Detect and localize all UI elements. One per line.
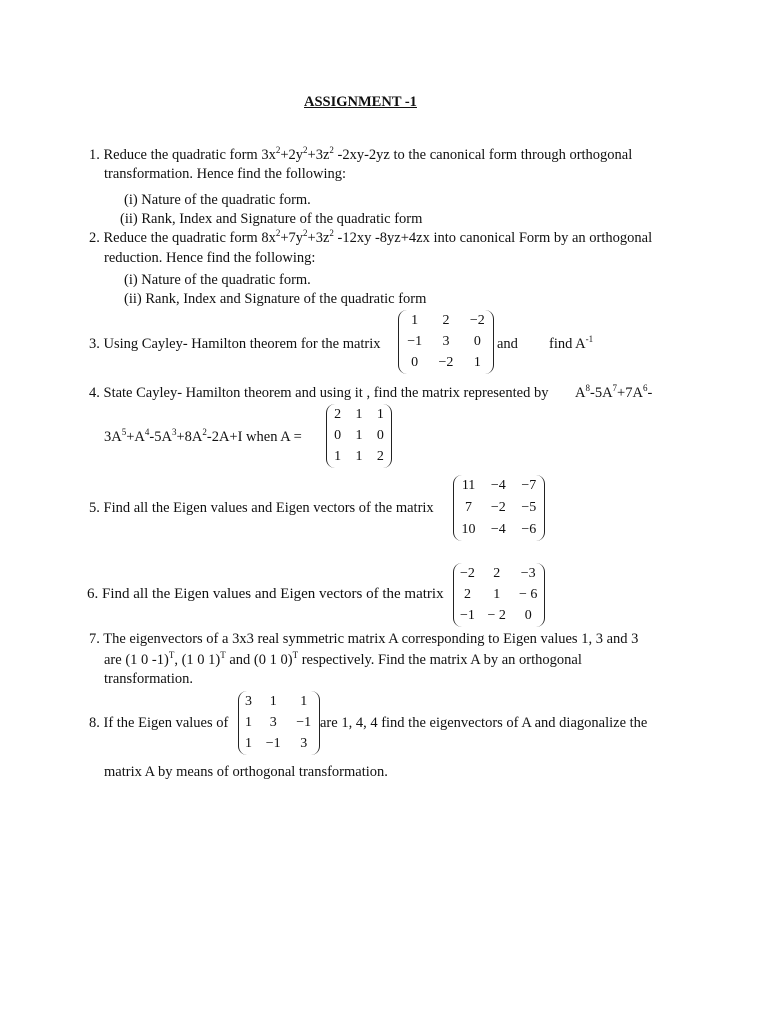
question-4-matrix xyxy=(326,404,392,468)
matrix-cell: 11 xyxy=(461,478,476,493)
page-title: ASSIGNMENT -1 xyxy=(304,94,417,110)
question-3-and: and xyxy=(497,336,518,352)
matrix-cell: −6 xyxy=(521,522,537,537)
matrix-cell: − 2 xyxy=(487,608,506,624)
matrix-cell: −5 xyxy=(521,500,537,515)
matrix-cell: 1 xyxy=(269,693,277,709)
question-7-line-2: are (1 0 -1)$^T$, (1 0 1)$^T$ and (0 1 0)$^T$ respectively. Find the matrix A by an orthogonal xyxy=(104,650,582,668)
matrix-cell: 1 xyxy=(493,586,501,602)
matrix-cell: −1 xyxy=(460,608,475,624)
matrix-cell: 3 xyxy=(442,333,450,349)
matrix-cell: 1 xyxy=(244,736,252,752)
matrix-cell: 1 xyxy=(376,406,384,422)
matrix-cell: 1 xyxy=(473,355,481,371)
question-4-line-1: 4. State Cayley- Hamilton theorem and using it , find the matrix represented by xyxy=(89,385,549,401)
question-7-line-3: transformation. xyxy=(104,671,193,687)
question-6-matrix xyxy=(453,563,545,627)
matrix-cell: 2 xyxy=(334,406,342,422)
question-1-sub-item-2: (ii) Rank, Index and Signature of the quadratic form xyxy=(120,211,423,227)
question-8-text-2: are 1, 4, 4 find the eigenvectors of A and diagonalize the xyxy=(320,715,648,731)
matrix-cell: 1 xyxy=(355,427,363,443)
question-3-text: 3. Using Cayley- Hamilton theorem for the matrix xyxy=(89,336,381,352)
matrix-cell: 1 xyxy=(411,312,419,328)
matrix-cell: − 6 xyxy=(519,586,538,602)
matrix-cell: −7 xyxy=(521,478,537,493)
matrix-cell: 2 xyxy=(442,312,450,328)
matrix-cell: −1 xyxy=(265,736,281,752)
matrix-cell: 3 xyxy=(244,693,252,709)
matrix-cell: −3 xyxy=(520,565,536,581)
matrix-cell: −2 xyxy=(438,355,454,371)
matrix-cell: 1 xyxy=(244,714,252,730)
matrix-cell: −2 xyxy=(469,312,485,328)
matrix-cell: −2 xyxy=(490,500,506,515)
matrix-cell: 0 xyxy=(376,427,384,443)
question-8-text-1: 8. If the Eigen values of xyxy=(89,715,229,731)
matrix-cell: 2 xyxy=(463,586,471,602)
question-4-polynomial-part-1: $A^8-5A^7+7A^6-$ xyxy=(575,383,653,401)
question-2-sub-item-1: (i) Nature of the quadratic form. xyxy=(124,272,311,288)
question-3-find: find $A^{-1}$ xyxy=(549,334,594,352)
question-2-sub-item-2: (ii) Rank, Index and Signature of the quadratic form xyxy=(124,291,427,307)
matrix-cell: 3 xyxy=(300,736,308,752)
question-2-line-1: 2. Reduce the quadratic form $8x^2+7y^2+3z^2$ -12xy -8yz+4zx into canonical Form by an orthogonal xyxy=(89,228,653,246)
question-1-line-1: 1. Reduce the quadratic form $3x^2+2y^2+3z^2$ -2xy-2yz to the canonical form through orthogonal xyxy=(89,145,633,163)
question-1-line-2: transformation. Hence find the following: xyxy=(104,166,347,182)
matrix-cell: −4 xyxy=(490,522,506,537)
matrix-cell: 7 xyxy=(465,500,473,515)
question-5-text: 5. Find all the Eigen values and Eigen vectors of the matrix xyxy=(89,500,434,516)
question-4-polynomial-part-2: $3A^5+A^4-5A^3+8A^2-2A+I$ when A = xyxy=(104,427,302,445)
matrix-cell: 0 xyxy=(473,333,481,349)
question-1-sub-item-1: (i) Nature of the quadratic form. xyxy=(124,192,311,208)
matrix-cell: 3 xyxy=(269,714,277,730)
matrix-cell: 0 xyxy=(411,355,419,371)
matrix-cell: 1 xyxy=(300,693,308,709)
question-5-matrix xyxy=(453,475,545,541)
matrix-cell: 1 xyxy=(355,449,363,465)
matrix-cell: −1 xyxy=(296,714,312,730)
matrix-cell: 10 xyxy=(461,522,476,537)
matrix-cell: −1 xyxy=(407,333,423,349)
question-7-line-1: 7. The eigenvectors of a 3x3 real symmetric matrix A corresponding to Eigen values 1, 3 and 3 xyxy=(89,631,639,647)
matrix-cell: 0 xyxy=(524,608,532,624)
matrix-cell: 1 xyxy=(355,406,363,422)
question-6-text: 6. Find all the Eigen values and Eigen vectors of the matrix xyxy=(87,586,444,602)
matrix-cell: 2 xyxy=(493,565,501,581)
matrix-cell: −2 xyxy=(460,565,475,581)
question-2-line-2: reduction. Hence find the following: xyxy=(104,250,316,266)
question-3-matrix xyxy=(398,310,494,374)
matrix-cell: −4 xyxy=(490,478,506,493)
question-8-line-2: matrix A by means of orthogonal transformation. xyxy=(104,764,388,780)
matrix-cell: 1 xyxy=(334,449,342,465)
matrix-cell: 0 xyxy=(334,427,342,443)
matrix-cell: 2 xyxy=(376,449,384,465)
question-8-matrix xyxy=(238,691,320,755)
